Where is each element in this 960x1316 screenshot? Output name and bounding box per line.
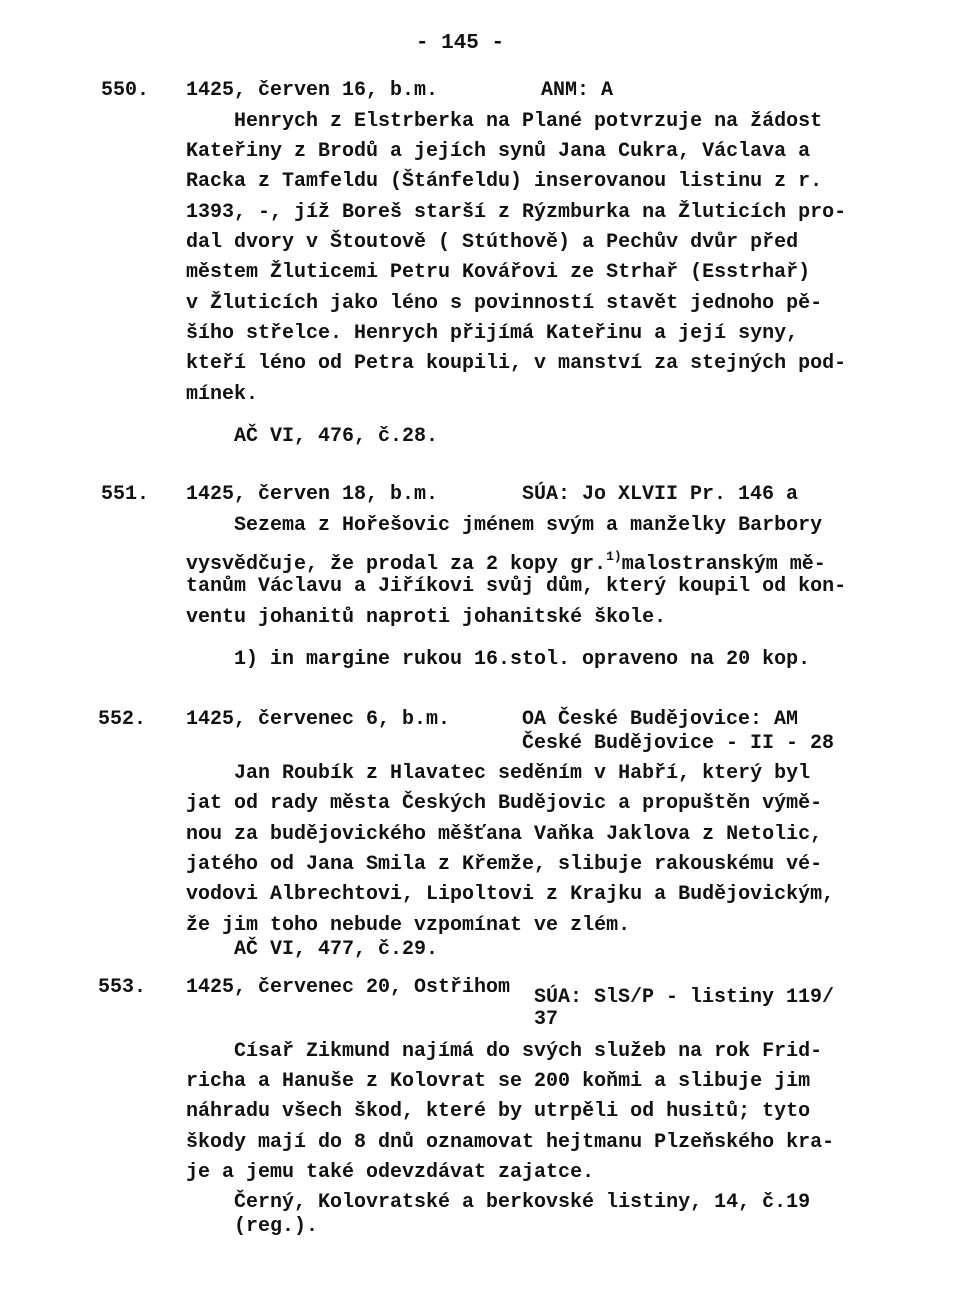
entry-number: 552. [98,708,147,731]
entry-source: SÚA: SlS/P - listiny 119/ [534,986,835,1009]
entry-reference: Černý, Kolovratské a berkovské listiny, 14, č.19 [234,1191,811,1214]
entry-reference: (reg.). [234,1215,319,1238]
entry-source: České Budějovice - II - 28 [522,732,835,755]
entry-text-line: mínek. [186,383,259,406]
entry-text-line: jat od rady města Českých Budějovic a propuštěn výmě- [186,792,823,815]
entry-text-line: jatého od Jana Smila z Křemže, slibuje rakouskému vé- [186,853,823,876]
entry-text-line: ventu johanitů naproti johanitské škole. [186,606,667,629]
page-number: - 145 - [415,32,505,55]
entry-source: SÚA: Jo XLVII Pr. 146 a [522,483,799,506]
entry-text-line: Henrych z Elstrberka na Plané potvrzuje na žádost [234,110,823,133]
entry-text-line: náhradu všech škod, které by utrpěli od husitů; tyto [186,1100,811,1123]
entry-date: 1425, červen 16, b.m. [186,79,439,102]
entry-source: ANM: A [541,79,614,102]
entry-text-line: Jan Roubík z Hlavatec seděním v Habří, který byl [234,762,811,785]
entry-text-line: šího střelce. Henrych přijímá Kateřinu a její syny, [186,322,799,345]
entry-text-line: dal dvory v Štoutově ( Stúthově) a Pechův dvůr před [186,231,799,254]
entry-date: 1425, červen 18, b.m. [186,483,439,506]
entry-text-fragment: malostranským mě- [621,553,826,576]
entry-text-fragment: vysvědčuje, že prodal za 2 kopy gr. [186,553,607,576]
entry-text-line: v Žluticích jako léno s povinností stavět jednoho pě- [186,292,823,315]
entry-text-line: škody mají do 8 dnů oznamovat hejtmanu Plzeňského kra- [186,1131,835,1154]
entry-text-line: tanům Václavu a Jiříkovi svůj dům, který koupil od kon- [186,575,847,598]
footnote-marker: 1) [606,549,622,564]
entry-text-line: Císař Zikmund najímá do svých služeb na rok Frid- [234,1040,823,1063]
entry-text-line: 1393, -, jíž Boreš starší z Rýzmburka na Žluticích pro- [186,201,847,224]
entry-text-line: nou za budějovického měšťana Vaňka Jaklova z Netolic, [186,823,823,846]
entry-source: 37 [534,1008,559,1031]
entry-text-line: Sezema z Hořešovic jménem svým a manželky Barbory [234,514,823,537]
entry-number: 553. [98,976,147,999]
entry-number: 550. [101,79,150,102]
footnote: 1) in margine rukou 16.stol. opraveno na 20 kop. [234,648,811,671]
entry-text-line: vodovi Albrechtovi, Lipoltovi z Krajku a Budějovickým, [186,883,835,906]
entry-text-line: Racka z Tamfeldu (Štánfeldu) inserovanou listinu z r. [186,170,823,193]
entry-text-line [186,544,826,578]
entry-text-line: richa a Hanuše z Kolovrat se 200 koňmi a slibuje jim [186,1070,811,1093]
entry-text-line: je a jemu také odevzdávat zajatce. [186,1161,595,1184]
entry-reference: AČ VI, 477, č.29. [234,938,439,961]
entry-text-line: kteří léno od Petra koupili, v manství za stejných pod- [186,352,847,375]
entry-date: 1425, červenec 20, Ostřihom [186,976,511,999]
entry-text-line: Kateřiny z Brodů a jejích synů Jana Cukra, Václava a [186,140,811,163]
entry-source: OA České Budějovice: AM [522,708,799,731]
entry-number: 551. [101,483,150,506]
entry-date: 1425, červenec 6, b.m. [186,708,451,731]
entry-text-line: městem Žluticemi Petru Kovářovi ze Strhař (Esstrhař) [186,261,811,284]
entry-reference: AČ VI, 476, č.28. [234,425,439,448]
entry-text-line: že jim toho nebude vzpomínat ve zlém. [186,914,631,937]
